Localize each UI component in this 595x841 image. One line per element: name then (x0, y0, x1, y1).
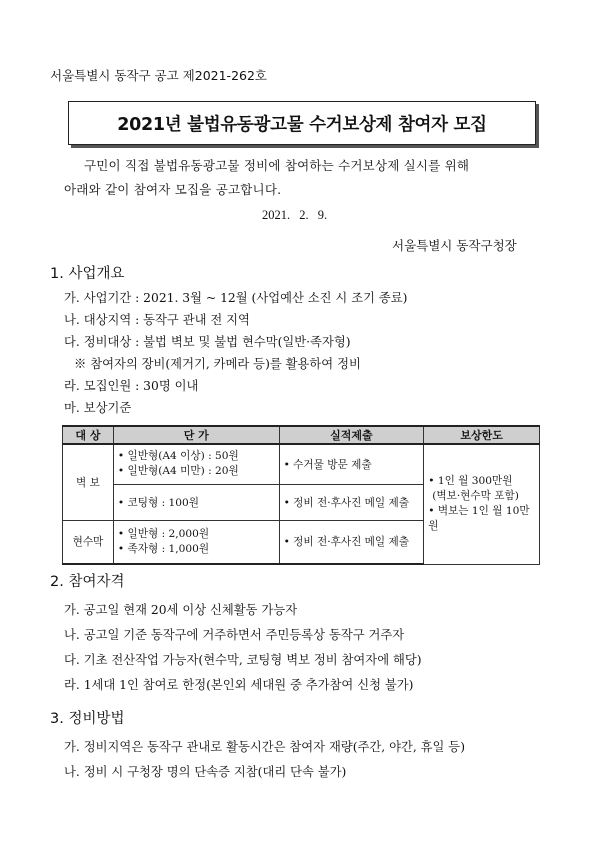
notice-number: 서울특별시 동작구 공고 제2021-262호 (50, 68, 268, 83)
table-header: 단 가 (113, 426, 279, 444)
issuer: 서울특별시 동작구청장 (392, 238, 517, 253)
table-cell: • 벽보는 1인 월 10만원 (428, 505, 530, 533)
eligibility-item: 나. 공고일 기준 동작구에 거주하면서 주민등록상 동작구 거주자 (64, 628, 405, 642)
title-box (68, 101, 536, 145)
overview-note: ※ 참여자의 장비(제거기, 카메라 등)를 활용하여 정비 (74, 357, 361, 371)
page-title: 2021년 불법유동광고물 수거보상제 참여자 모집 (117, 114, 487, 135)
table-cell: • 1인 월 300만원 (428, 475, 513, 488)
poster-label: 벽 보 (63, 444, 114, 520)
method-item: 가. 정비지역은 동작구 관내로 활동시간은 참여자 재량(주간, 야간, 휴일 등) (64, 740, 465, 754)
table-header-row (63, 426, 540, 444)
table-header: 실적제출 (279, 426, 424, 444)
submit-email: • 정비 전·후사진 메일 제출 (279, 520, 424, 564)
submit-email: • 정비 전·후사진 메일 제출 (279, 484, 424, 520)
overview-item-area: 나. 대상지역 : 동작구 관내 전 지역 (64, 313, 250, 327)
banner-prices (113, 520, 279, 564)
table-cell: • 일반형(A4 미만) : 20원 (117, 465, 239, 478)
overview-item-reward: 마. 보상기준 (64, 401, 132, 415)
table-row (63, 444, 540, 484)
method-item: 나. 정비 시 구청장 명의 단속증 지참(대리 단속 불가) (64, 765, 347, 779)
poster-coating-price: • 코팅형 : 100원 (113, 484, 279, 520)
table-cell: • 족자형 : 1,000원 (117, 542, 210, 555)
table-cell: • 일반형 : 2,000원 (117, 527, 210, 540)
table-cell: • 일반형(A4 이상) : 50원 (117, 450, 239, 463)
section-heading-overview: 1. 사업개요 (50, 266, 125, 282)
reward-table (62, 425, 540, 565)
eligibility-item: 라. 1세대 1인 참여로 한정(본인외 세대원 중 추가참여 신청 불가) (64, 678, 414, 692)
reward-limit (424, 444, 540, 564)
intro-line-2: 아래와 같이 참여자 모집을 공고합니다. (64, 182, 282, 197)
section-heading-eligibility: 2. 참여자격 (50, 574, 125, 590)
table-header: 대 상 (63, 426, 114, 444)
poster-general-prices (113, 444, 279, 484)
eligibility-item: 다. 기초 전산작업 가능자(현수막, 코팅형 벽보 정비 참여자에 해당) (64, 653, 422, 667)
submit-visit: • 수거물 방문 제출 (279, 444, 424, 484)
overview-item-target: 다. 정비대상 : 불법 벽보 및 불법 현수막(일반·족자형) (64, 335, 351, 349)
table-cell: (벽보·현수막 포함) (432, 490, 519, 503)
banner-label: 현수막 (63, 520, 114, 564)
eligibility-item: 가. 공고일 현재 20세 이상 신체활동 가능자 (64, 603, 298, 617)
notice-date: 2021. 2. 9. (262, 208, 328, 222)
section-heading-method: 3. 정비방법 (50, 711, 125, 727)
overview-item-period: 가. 사업기간 : 2021. 3월 ~ 12월 (사업예산 소진 시 조기 종료) (64, 291, 408, 305)
table-header: 보상한도 (424, 426, 540, 444)
intro-line-1: 구민이 직접 불법유동광고물 정비에 참여하는 수거보상제 실시를 위해 (84, 158, 470, 173)
overview-item-recruit: 라. 모집인원 : 30명 이내 (64, 379, 199, 393)
